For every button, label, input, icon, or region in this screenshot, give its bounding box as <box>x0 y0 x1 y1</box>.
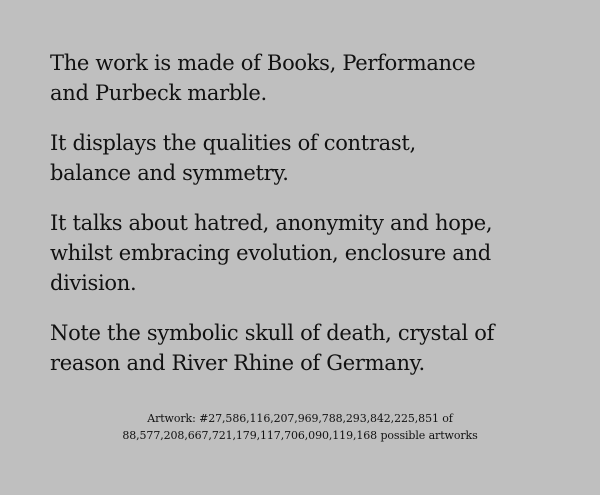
themes-paragraph <box>50 208 580 298</box>
artwork-number-footer <box>0 410 600 444</box>
qualities-paragraph <box>50 128 580 188</box>
possible-artworks-line: 88,577,208,667,721,179,117,706,090,119,168 possible artworks <box>122 429 478 442</box>
artwork-description <box>50 48 580 398</box>
paragraph-line: The work is made of Books, Performance <box>50 51 476 75</box>
paragraph-line: It talks about hatred, anonymity and hope, <box>50 211 493 235</box>
paragraph-line: whilst embracing evolution, enclosure and <box>50 241 491 265</box>
symbols-paragraph <box>50 318 580 378</box>
paragraph-line: balance and symmetry. <box>50 161 289 185</box>
materials-paragraph <box>50 48 580 108</box>
paragraph-line: Note the symbolic skull of death, crystal of <box>50 321 495 345</box>
paragraph-line: and Purbeck marble. <box>50 81 267 105</box>
paragraph-line: division. <box>50 271 137 295</box>
artwork-number-line: Artwork: #27,586,116,207,969,788,293,842,225,851 of <box>147 412 453 425</box>
paragraph-line: reason and River Rhine of Germany. <box>50 351 425 375</box>
paragraph-line: It displays the qualities of contrast, <box>50 131 416 155</box>
